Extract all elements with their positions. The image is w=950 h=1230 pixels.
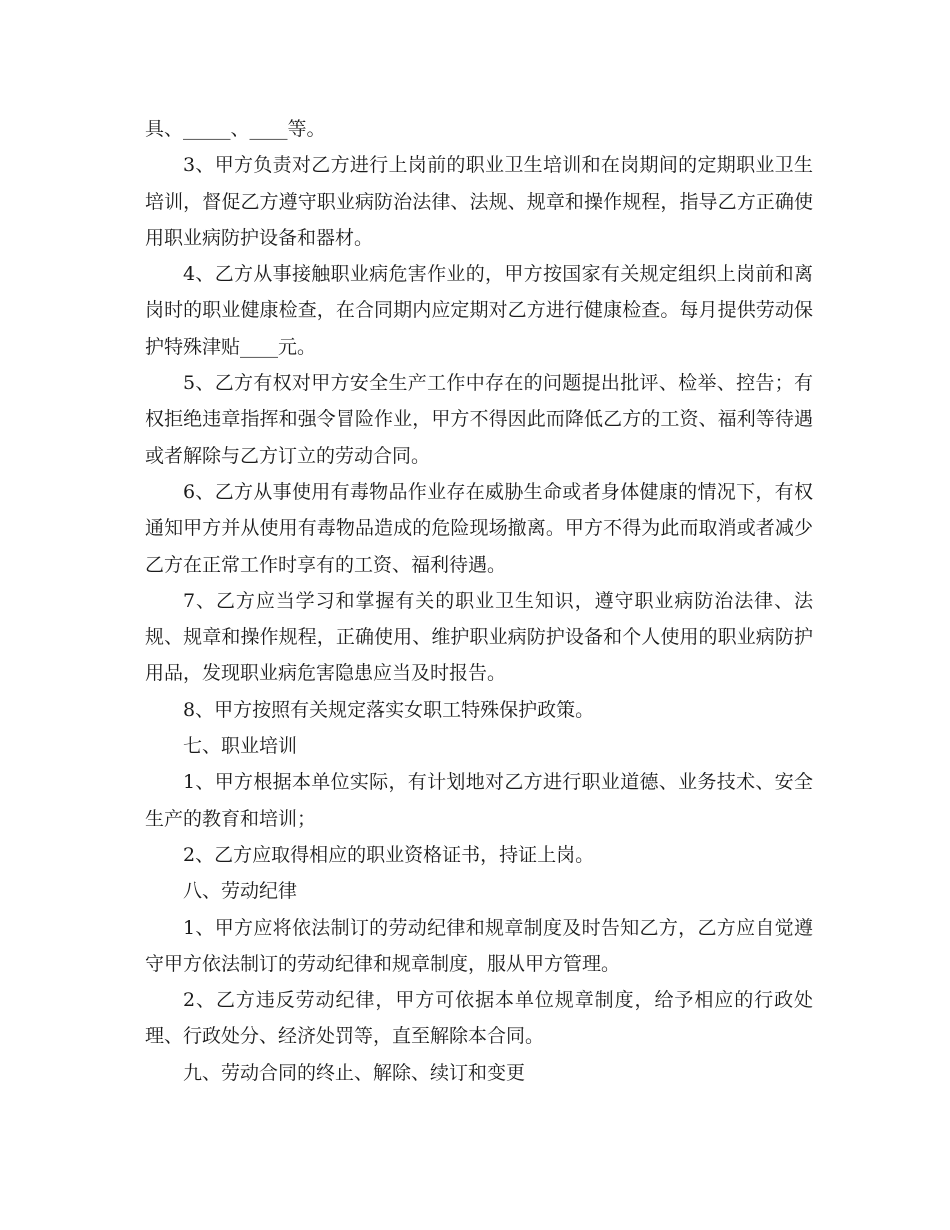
paragraph: 3、甲方负责对乙方进行上岗前的职业卫生培训和在岗期间的定期职业卫生培训，督促乙方遵守职业病防治法律、法规、规章和操作规程，指导乙方正确使用职业病防护设备和器材。 — [145, 154, 813, 249]
paragraph: 九、劳动合同的终止、解除、续订和变更 — [183, 1061, 526, 1084]
paragraph: 4、乙方从事接触职业病危害作业的，甲方按国家有关规定组织上岗前和离岗时的职业健康检查，在合同期内应定期对乙方进行健康检查。每月提供劳动保护特殊津贴____元。 — [145, 263, 813, 358]
paragraph: 2、乙方违反劳动纪律，甲方可依据本单位规章制度，给予相应的行政处理、行政处分、经济处罚等，直至解除本合同。 — [145, 989, 813, 1048]
paragraph: 1、甲方根据本单位实际，有计划地对乙方进行职业道德、业务技术、安全生产的教育和培训； — [145, 771, 813, 830]
paragraph: 具、_____、____等。 — [145, 118, 326, 140]
paragraph: 1、甲方应将依法制订的劳动纪律和规章制度及时告知乙方，乙方应自觉遵守甲方依法制订的劳动纪律和规章制度，服从甲方管理。 — [145, 916, 813, 975]
paragraph: 7、乙方应当学习和掌握有关的职业卫生知识，遵守职业病防治法律、法规、规章和操作规程，正确使用、维护职业病防护设备和个人使用的职业病防护用品，发现职业病危害隐患应当及时报告。 — [145, 589, 813, 685]
paragraph: 八、劳动纪律 — [183, 880, 298, 903]
paragraph: 6、乙方从事使用有毒物品作业存在威胁生命或者身体健康的情况下，有权通知甲方并从使用有毒物品造成的危险现场撤离。甲方不得为此而取消或者减少乙方在正常工作时享有的工资、福利待遇。 — [145, 480, 813, 576]
paragraph: 5、乙方有权对甲方安全生产工作中存在的问题提出批评、检举、控告；有权拒绝违章指挥和强令冒险作业，甲方不得因此而降低乙方的工资、福利等待遇或者解除与乙方订立的劳动合同。 — [145, 372, 813, 467]
paragraph: 2、乙方应取得相应的职业资格证书，持证上岗。 — [183, 843, 595, 866]
paragraph: 8、甲方按照有关规定落实女职工特殊保护政策。 — [183, 698, 595, 721]
paragraph: 七、职业培训 — [183, 735, 298, 758]
document-body — [145, 111, 813, 1091]
